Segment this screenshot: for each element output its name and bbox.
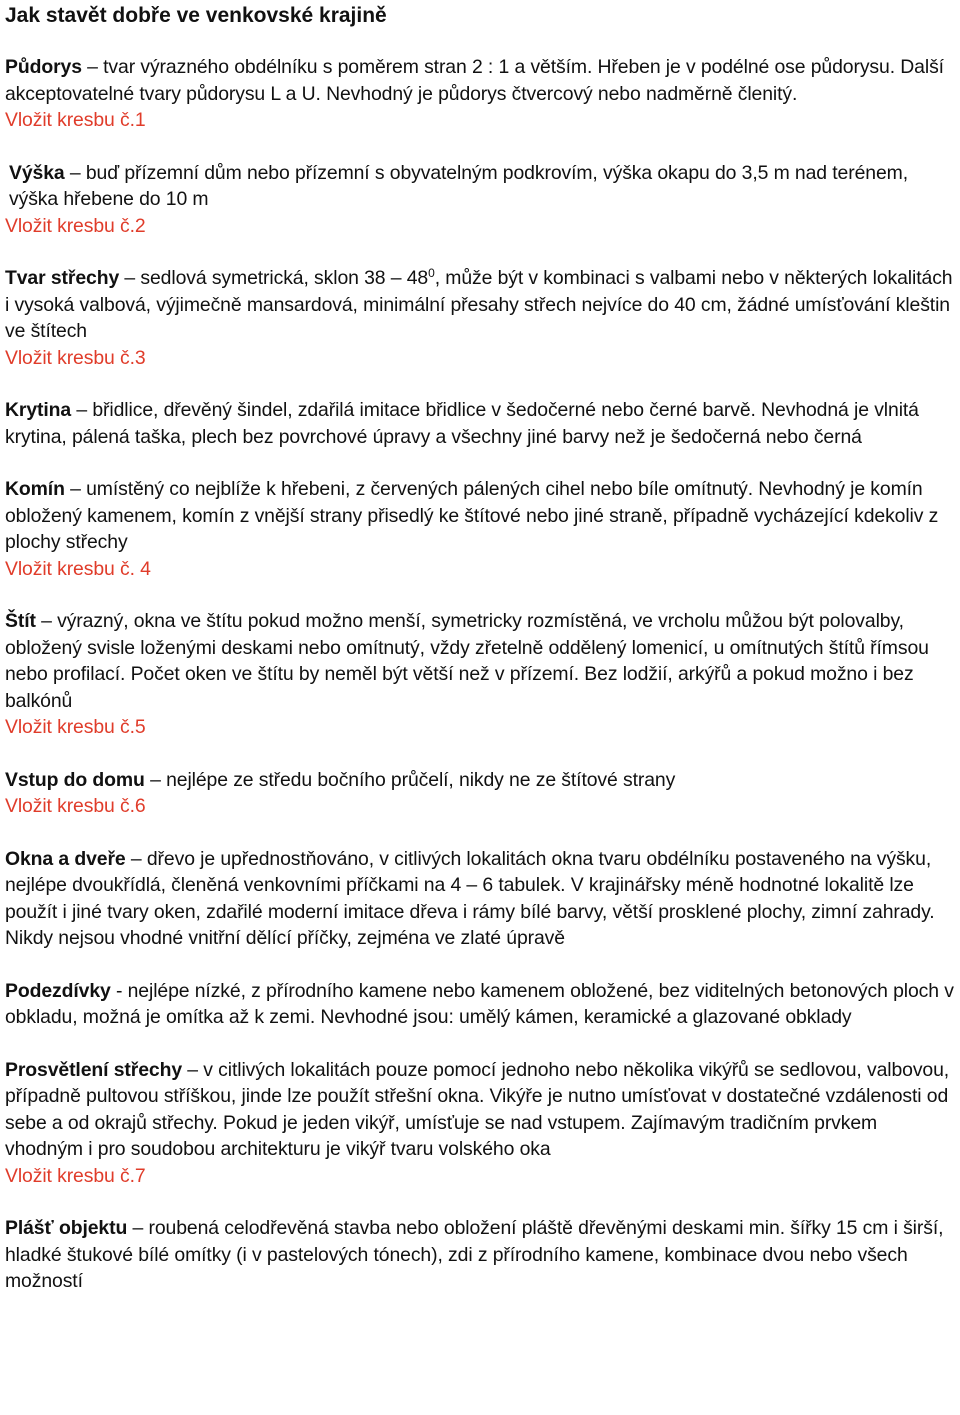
section-text: - nejlépe nízké, z přírodního kamene nebo kamenem obložené, bez viditelných betonových ploch v obkladu, možná je omítka až k zemi. Nevhodné jsou: umělý kámen, keramické a glazované obklady: [5, 979, 954, 1028]
insert-drawing-link[interactable]: Vložit kresbu č.3: [5, 346, 146, 369]
insert-drawing-link[interactable]: Vložit kresbu č.7: [5, 1164, 146, 1187]
insert-drawing-link[interactable]: Vložit kresbu č.5: [5, 716, 146, 738]
section-text: , může být v kombinaci s valbami nebo v některých lokalitách i vysoká valbová, výjimečně mansardová, minimální přesahy střech nejvíce do 40 cm, žádné umísťování kleštin ve štítech: [5, 267, 953, 342]
section-krytina: [5, 397, 960, 450]
section-text: – buď přízemní dům nebo přízemní s obyvatelným podkrovím, výška okapu do 3,5 m nad terénem, výška hřebene do 10 m: [9, 161, 908, 210]
section-text: – výrazný, okna ve štítu pokud možno menší, symetricky rozmístěná, ve vrcholu můžou být polovalby, obložený svisle loženými deskami nebo omítnutý, vždy zřetelně oddělený lomenicí, u omítnutých štítů římsou nebo profilací. Počet oken ve štítu by neměl být větší než v přízemí. Bez lodžií, arkýřů a pokud možno i bez balkónů: [5, 610, 929, 712]
section-text: – roubená celodřevěná stavba nebo obložení pláště dřevěnými deskami min. šířky 15 cm i širší, hladké štukové bílé omítky (i v pastelových tónech), zdi z přírodního kamene, kombinace dvou nebo všech možností: [5, 1217, 944, 1292]
section-term: Štít: [5, 610, 36, 632]
page-title: Jak stavět dobře ve venkovské krajině: [5, 4, 387, 27]
degree-superscript: 0: [428, 266, 435, 280]
section-text: – v citlivých lokalitách pouze pomocí jednoho nebo několika vikýřů se sedlovou, valbovou, případně pultovou stříškou, jinde lze použít střešní okna. Vikýře je nutno umísťovat v dostatečné vzdálenosti od sebe a od okrajů střechy. Pokud je jeden vikýř, umísťuje se nad vstupem. Zajímavým tradičním prvkem vhodným i pro soudobou architekturu je vikýř tvaru volského oka: [5, 1058, 950, 1160]
section-vstup-do-domu: [5, 767, 960, 820]
section-podezdivky: [5, 978, 960, 1031]
section-prosvetleni-strechy: [5, 1057, 960, 1190]
section-term: Prosvětlení střechy: [5, 1058, 183, 1081]
section-text: – nejlépe ze středu bočního průčelí, nikdy ne ze štítové strany: [144, 768, 676, 791]
section-term: Komín: [5, 478, 65, 500]
section-pudorys: [5, 54, 960, 134]
section-plast-objektu: [5, 1215, 960, 1295]
document-page: [5, 3, 960, 1295]
insert-drawing-link[interactable]: Vložit kresbu č.1: [5, 109, 146, 131]
insert-drawing-link[interactable]: Vložit kresbu č.6: [5, 795, 146, 817]
section-term: Okna a dveře: [5, 847, 126, 870]
section-okna-a-dvere: [5, 846, 960, 952]
section-vyska: [5, 160, 960, 240]
section-text: – umístěný co nejblíže k hřebeni, z červených pálených cihel nebo bíle omítnutý. Nevhodný je komín obložený kamenem, komín z vnější strany přisedlý ke štítové nebo jiné straně, případně vycházející kdekoliv z plochy střechy: [5, 478, 939, 553]
section-stit: [5, 608, 960, 741]
section-komin: [5, 476, 960, 582]
section-text: – dřevo je upřednostňováno, v citlivých lokalitách okna tvaru obdélníku postaveného na výšku, nejlépe dvoukřídlá, členěná venkovními příčkami na 4 – 6 tabulek. V krajinářsky méně hodnotné lokalitě lze použít i jiné tvary oken, zdařilé moderní imitace dřeva i rámy bílé barvy, větší prosklené plochy, zimní zahrady. Nikdy nejsou vhodné vnitřní dělící příčky, zejména ve zlaté úpravě: [5, 847, 935, 949]
section-text: – břidlice, dřevěný šindel, zdařilá imitace břidlice v šedočerné nebo černé barvě. Nevhodná je vlnitá krytina, pálená taška, plech bez povrchové úpravy a všechny jiné barvy než je šedočerná nebo černá: [5, 399, 919, 448]
section-term: Tvar střechy: [5, 267, 120, 289]
insert-drawing-link[interactable]: Vložit kresbu č. 4: [5, 557, 151, 580]
section-term: Podezdívky: [5, 979, 111, 1002]
section-tvar-strechy: [5, 265, 960, 371]
section-text: – tvar výrazného obdélníku s poměrem stran 2 : 1 a větším. Hřeben je v podélné ose půdorysu. Další akceptovatelné tvary půdorysu L a U. Nevhodný je půdorys čtvercový nebo nadměrně členitý.: [5, 56, 944, 105]
section-term: Plášť objektu: [5, 1217, 128, 1239]
section-term: Krytina: [5, 399, 72, 421]
section-text-before-sup: – sedlová symetrická, sklon 38 – 48: [119, 267, 429, 289]
section-term: Výška: [9, 161, 65, 184]
insert-drawing-link[interactable]: Vložit kresbu č.2: [5, 214, 146, 237]
section-term: Vstup do domu: [5, 768, 145, 791]
section-term: Půdorys: [5, 56, 82, 78]
